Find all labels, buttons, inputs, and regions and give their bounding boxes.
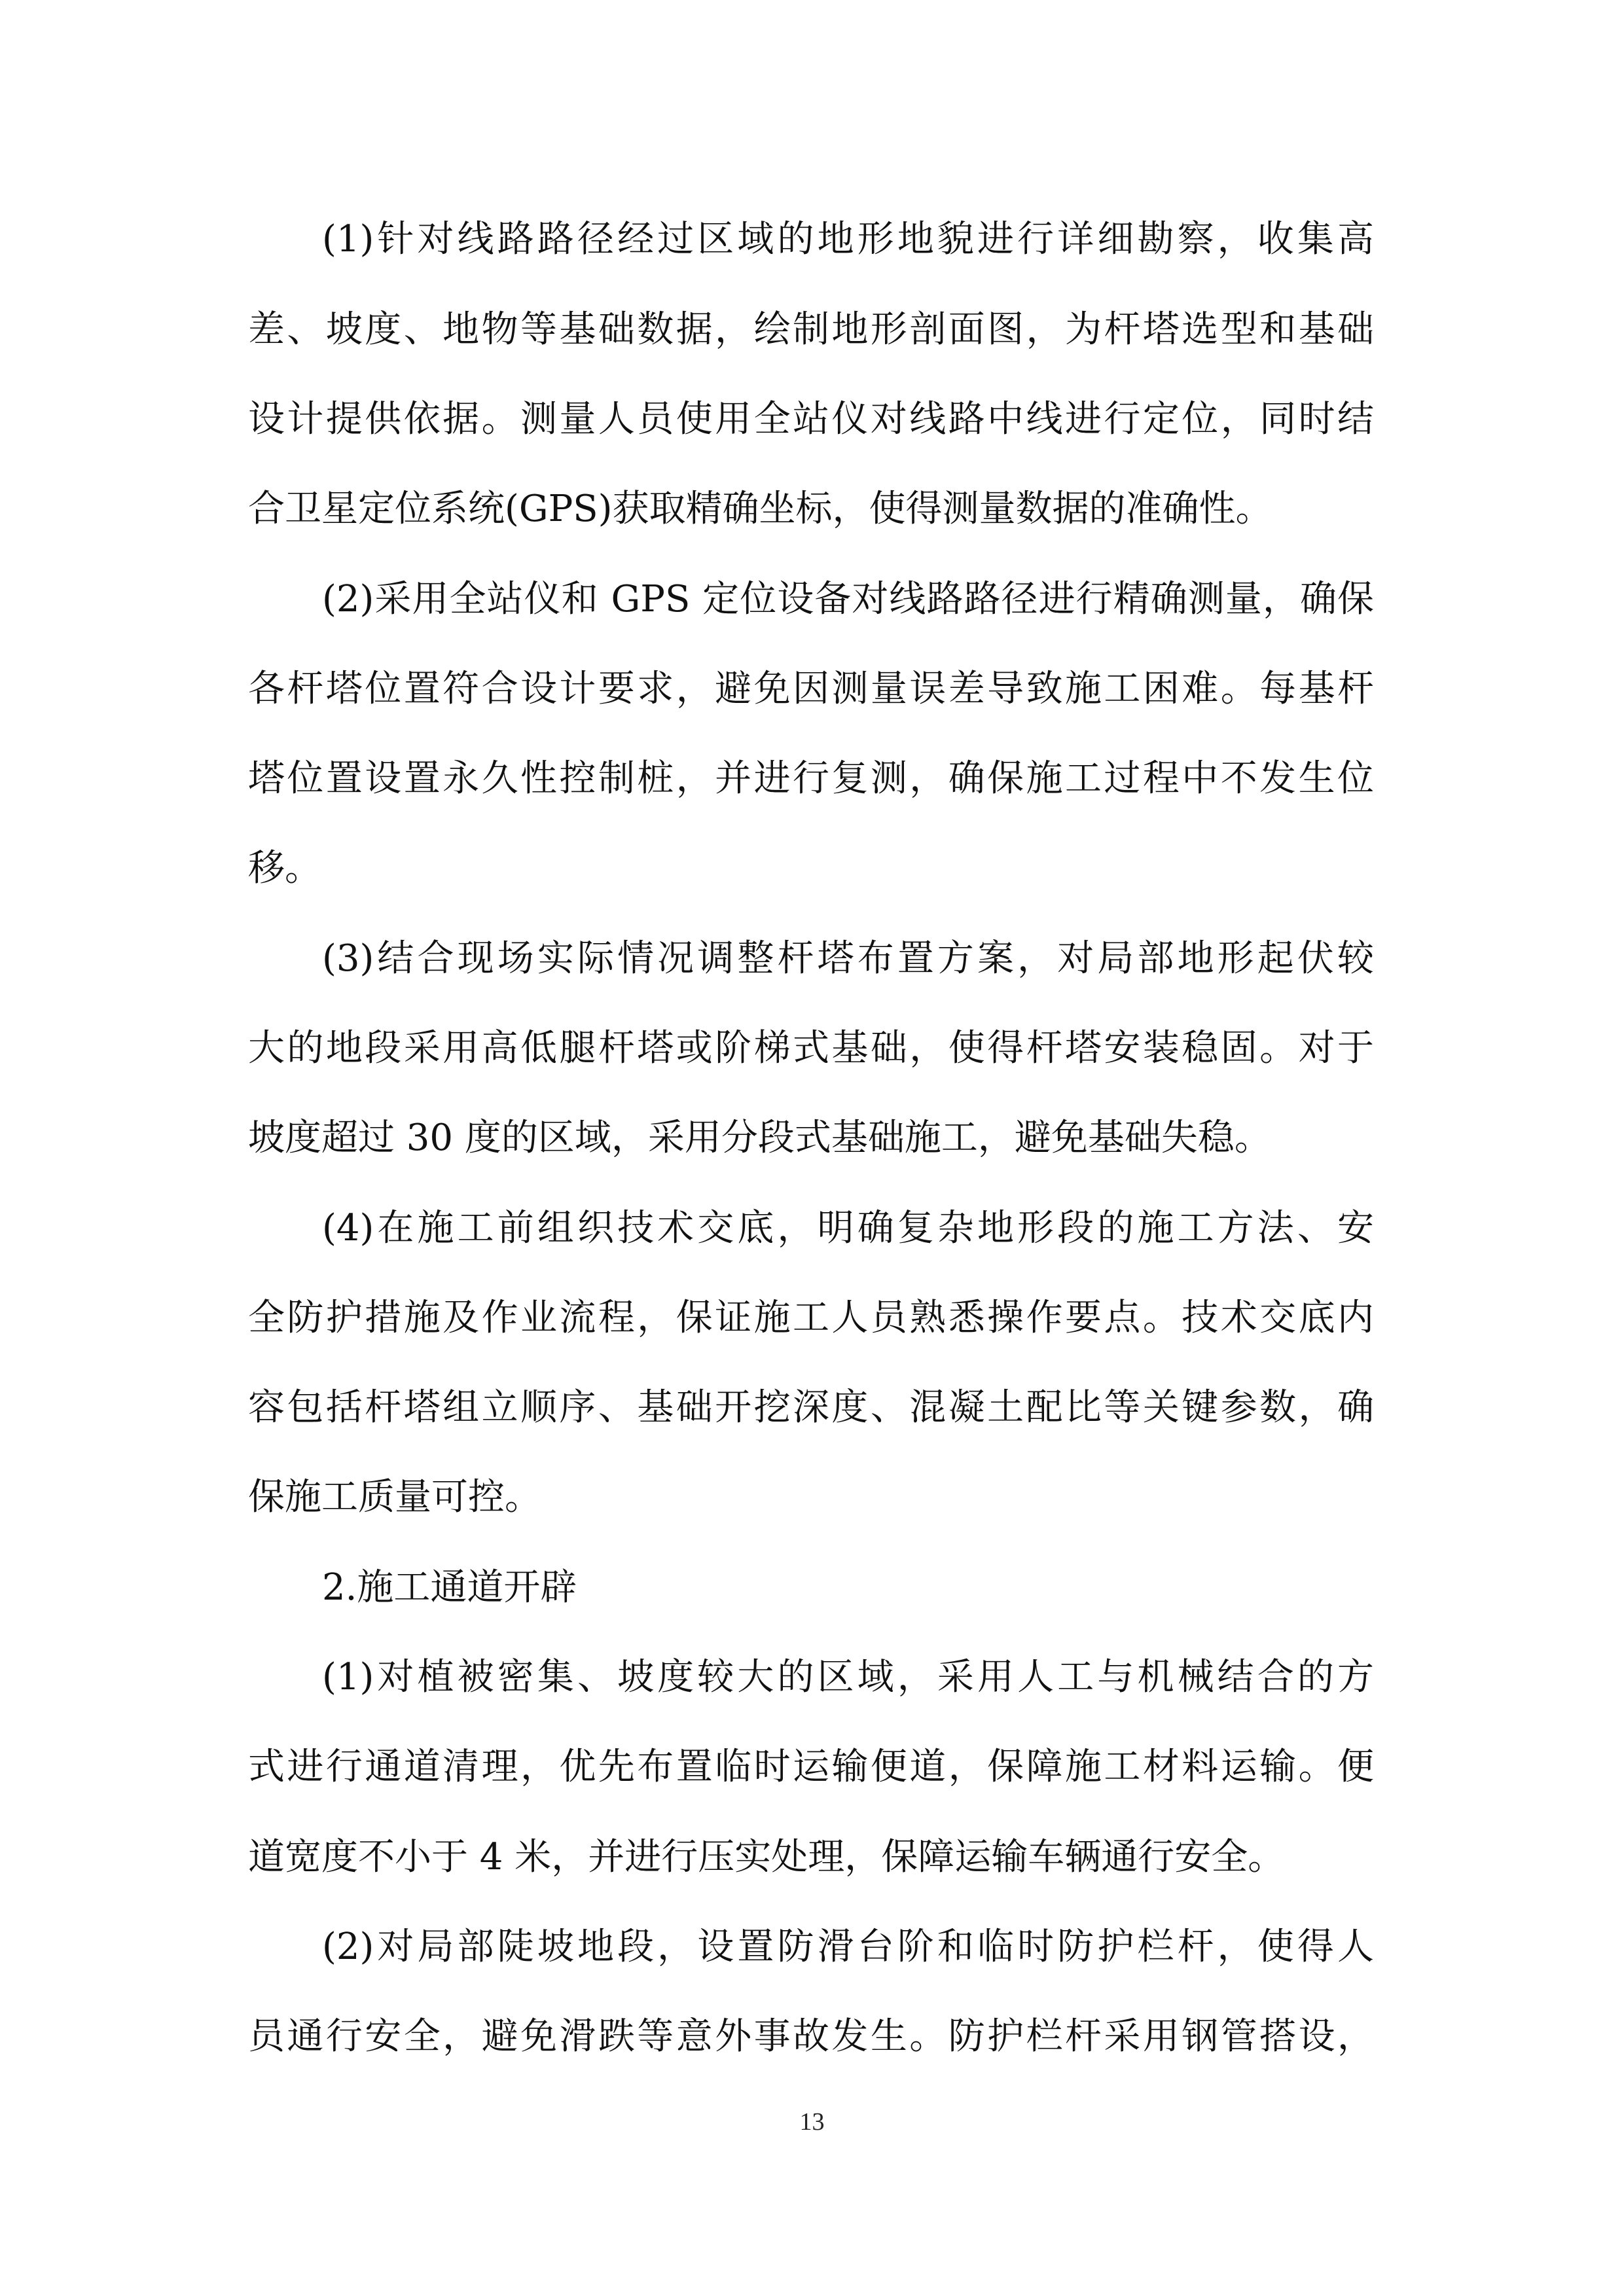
paragraph-4-line-1: (4)在施工前组织技术交底，明确复杂地形段的施工方法、安 bbox=[322, 1207, 1374, 1249]
paragraph-3-line-3: 坡度超过 30 度的区域，采用分段式基础施工，避免基础失稳。 bbox=[248, 1117, 1271, 1159]
page-number: 13 bbox=[799, 2108, 825, 2136]
paragraph-1-line-2: 差、坡度、地物等基础数据，绘制地形剖面图，为杆塔选型和基础 bbox=[248, 308, 1374, 351]
paragraph-6-line-2: 员通行安全，避免滑跌等意外事故发生。防护栏杆采用钢管搭设， bbox=[248, 2015, 1374, 2058]
paragraph-2-line-4: 移。 bbox=[248, 847, 321, 889]
paragraph-5-line-2: 式进行通道清理，优先布置临时运输便道，保障施工材料运输。便 bbox=[248, 1746, 1374, 1788]
paragraph-3-line-2: 大的地段采用高低腿杆塔或阶梯式基础，使得杆塔安装稳固。对于 bbox=[248, 1027, 1374, 1069]
paragraph-1-line-4: 合卫星定位系统(GPS)获取精确坐标，使得测量数据的准确性。 bbox=[248, 488, 1272, 530]
paragraph-5-line-3: 道宽度不小于 4 米，并进行压实处理，保障运输车辆通行安全。 bbox=[248, 1836, 1285, 1878]
paragraph-4-line-2: 全防护措施及作业流程，保证施工人员熟悉操作要点。技术交底内 bbox=[248, 1297, 1374, 1339]
paragraph-2-line-1: (2)采用全站仪和 GPS 定位设备对线路路径进行精确测量，确保 bbox=[322, 578, 1374, 620]
paragraph-2-line-2: 各杆塔位置符合设计要求，避免因测量误差导致施工困难。每基杆 bbox=[248, 668, 1374, 710]
section-heading: 2.施工通道开辟 bbox=[322, 1566, 577, 1609]
paragraph-4-line-3: 容包括杆塔组立顺序、基础开挖深度、混凝土配比等关键参数，确 bbox=[248, 1386, 1374, 1429]
paragraph-1-line-1: (1)针对线路路径经过区域的地形地貌进行详细勘察，收集高 bbox=[322, 218, 1374, 260]
paragraph-2-line-3: 塔位置设置永久性控制桩，并进行复测，确保施工过程中不发生位 bbox=[248, 757, 1374, 800]
paragraph-4-line-4: 保施工质量可控。 bbox=[248, 1476, 541, 1518]
paragraph-6-line-1: (2)对局部陡坡地段，设置防滑台阶和临时防护栏杆，使得人 bbox=[322, 1926, 1374, 1968]
paragraph-3-line-1: (3)结合现场实际情况调整杆塔布置方案，对局部地形起伏较 bbox=[322, 937, 1374, 980]
paragraph-1-line-3: 设计提供依据。测量人员使用全站仪对线路中线进行定位，同时结 bbox=[248, 398, 1374, 440]
paragraph-5-line-1: (1)对植被密集、坡度较大的区域，采用人工与机械结合的方 bbox=[322, 1656, 1374, 1698]
